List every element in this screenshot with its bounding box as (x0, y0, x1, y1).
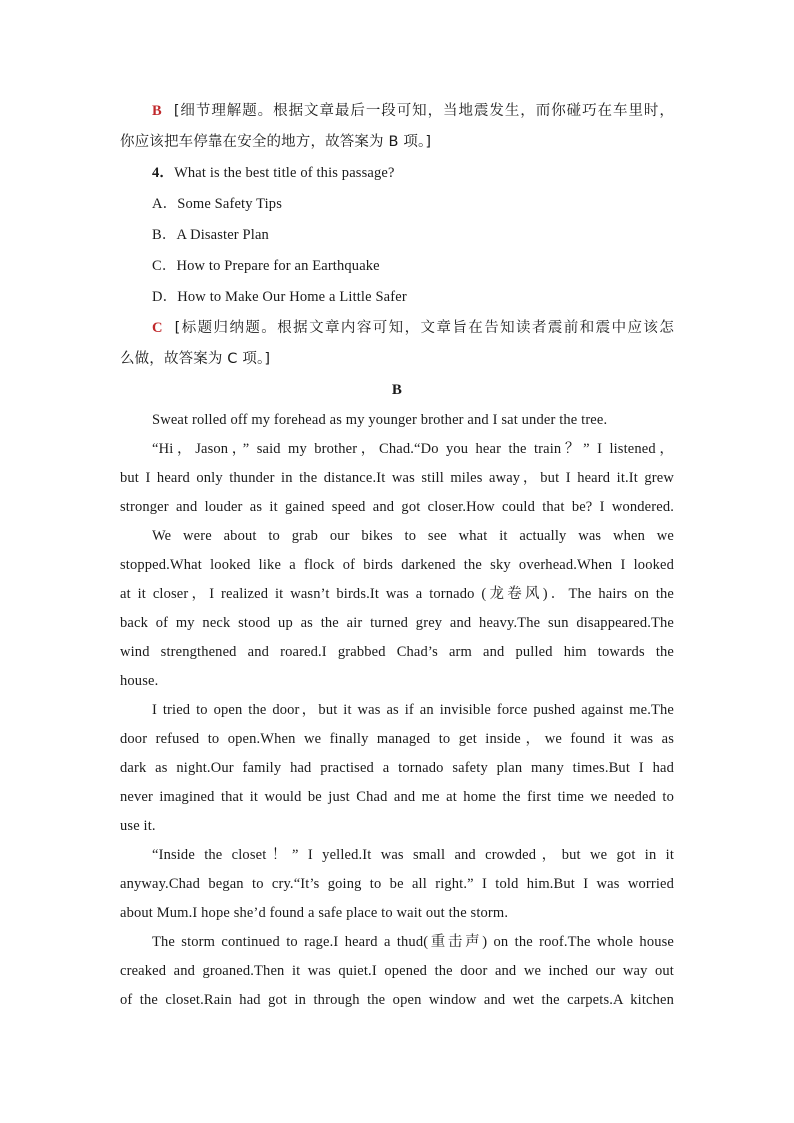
passage-line: wind strengthened and roared.I grabbed Chad’s arm and pulled him towards the (120, 644, 674, 660)
passage-line: but I heard only thunder in the distance.It was still miles away，but I heard it.It grew (120, 470, 674, 486)
q3-explanation-line-2 (120, 127, 674, 158)
q3-explanation-text-1: [细节理解题。根据文章最后一段可知，当地震发生，而你碰巧在车里时， (173, 103, 674, 119)
q3-explanation-text-2: 你应该把车停靠在安全的地方，故答案为 B 项。] (120, 134, 432, 150)
q4-explanation-text-1: [标题归纳题。根据文章内容可知，文章旨在告知读者震前和震中应该怎 (174, 320, 674, 336)
passage-title (120, 375, 674, 406)
q4-answer-letter: C (152, 320, 163, 336)
passage-line: We were about to grab our bikes to see what it actually was when we (152, 528, 674, 544)
q4-explanation-line-2 (120, 344, 674, 375)
passage-line: at it closer，I realized it wasn’t birds.It was a tornado (龙卷风)．The hairs on the (120, 586, 674, 602)
q4-option-a: A．Some Safety Tips (152, 196, 282, 212)
q4-explanation-line-1 (120, 313, 674, 344)
passage-line: never imagined that it would be just Chad and me at home the first time we needed to (120, 789, 674, 805)
passage-title-text: B (391, 382, 403, 398)
passage-line: “Hi，Jason，” said my brother，Chad.“Do you hear the train？” I listened， (152, 441, 674, 457)
passage-line: I tried to open the door，but it was as if an invisible force pushed against me.The (152, 702, 674, 718)
passage-line: creaked and groaned.Then it was quiet.I opened the door and we inched our way out (120, 963, 674, 979)
passage-line: Sweat rolled off my forehead as my younger brother and I sat under the tree. (152, 412, 608, 428)
passage-line: back of my neck stood up as the air turned grey and heavy.The sun disappeared.The (120, 615, 674, 631)
q4-question-text: What is the best title of this passage? (174, 165, 395, 181)
passage-line: “Inside the closet！” I yelled.It was small and crowded，but we got in it (152, 847, 674, 863)
passage-line: dark as night.Our family had practised a tornado safety plan many times.But I had (120, 760, 674, 776)
passage-line: stopped.What looked like a flock of birds darkened the sky overhead.When I looked (120, 557, 674, 573)
q3-explanation-line-1 (120, 96, 674, 127)
q4-option-c: C．How to Prepare for an Earthquake (152, 258, 380, 274)
q4-option-d: D．How to Make Our Home a Little Safer (152, 289, 407, 305)
q4-option-b: B．A Disaster Plan (152, 227, 269, 243)
q4-number: 4． (152, 165, 175, 181)
passage-line: house. (120, 673, 159, 689)
passage-line: about Mum.I hope she’d found a safe place to wait out the storm. (120, 905, 509, 921)
q4-question (120, 158, 674, 189)
passage-line: stronger and louder as it gained speed and got closer.How could that be? I wondered. (120, 499, 674, 515)
passage-line: of the closet.Rain had got in through the open window and wet the carpets.A kitchen (120, 992, 674, 1008)
q3-answer-letter: B (152, 103, 162, 119)
passage-line: The storm continued to rage.I heard a thud(重击声) on the roof.The whole house (152, 934, 674, 950)
q4-explanation-text-2: 么做，故答案为 C 项。] (120, 351, 271, 367)
passage-line: use it. (120, 818, 156, 834)
passage-line: anyway.Chad began to cry.“It’s going to be all right.” I told him.But I was worried (120, 876, 674, 892)
passage-line: door refused to open.When we finally managed to get inside，we found it was as (120, 731, 674, 747)
